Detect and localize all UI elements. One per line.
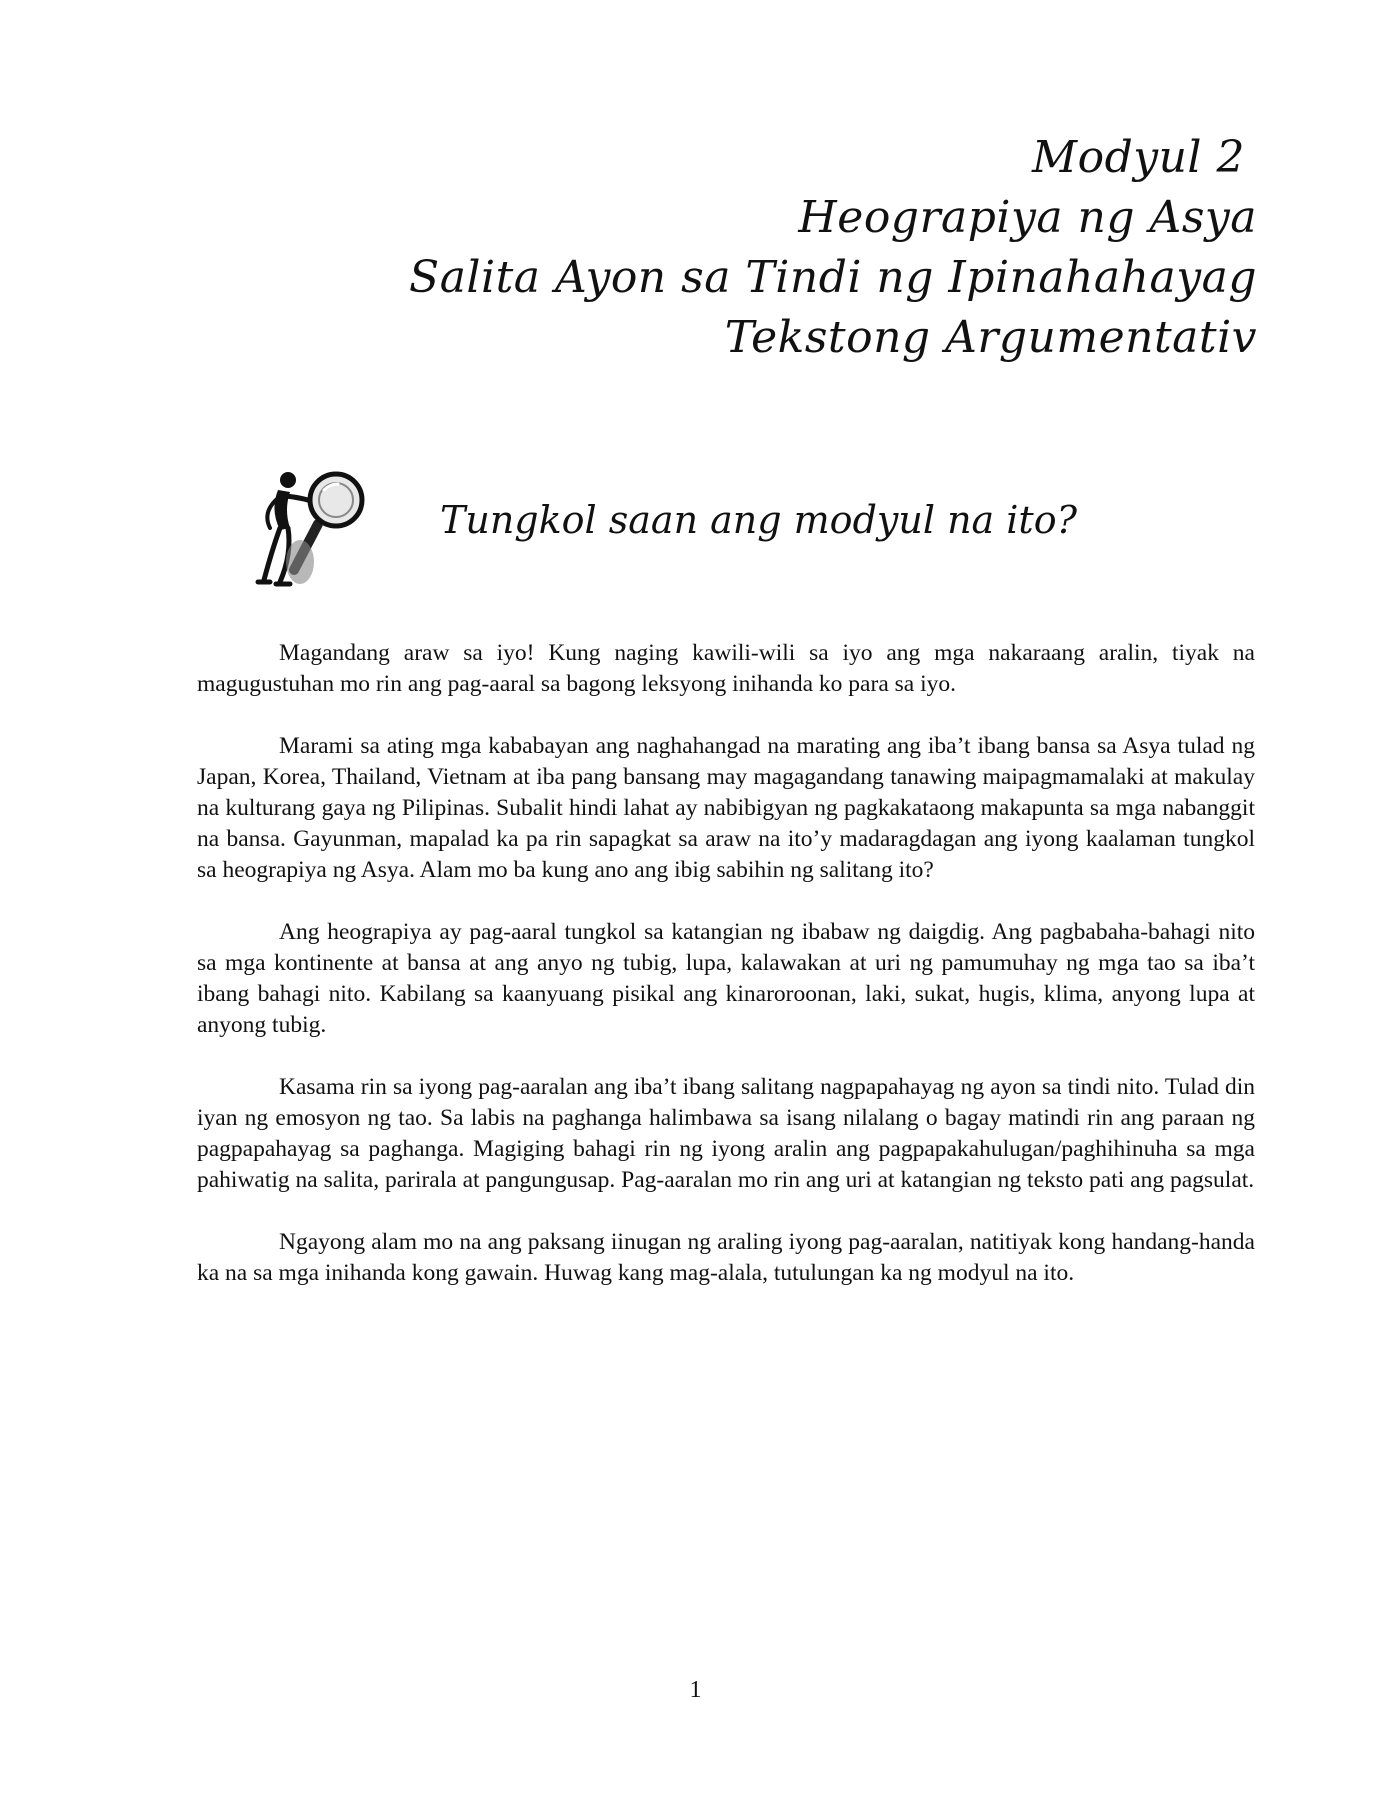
module-title-line: Modyul 2 [1032, 132, 1245, 183]
paragraph: Marami sa ating mga kababayan ang naghahangad na marating ang iba’t ibang bansa sa Asya tulad ng Japan, Korea, Thailand, Vietnam at iba pang bansang may magagandang tanawing maipagmamalaki at makulay na kulturang gaya ng Pilipinas. Subalit hindi lahat ay nabibigyan ng pagkakataong makapunta sa mga nabanggit na bansa. Gayunman, mapalad ka pa rin sapagkat sa araw na ito’y madaragdagan ang iyong kaalaman tungkol sa heograpiya ng Asya. Alam mo ba kung ano ang ibig sabihin ng salitang ito? [197, 733, 1255, 883]
module-subject-line: Heograpiya ng Asya [798, 192, 1257, 243]
magnifier-figure-icon [250, 470, 380, 590]
section-heading: Tungkol saan ang modyul na ito? [440, 498, 1077, 542]
page-number: 1 [689, 1677, 702, 1703]
paragraph: Magandang araw sa iyo! Kung naging kawili-wili sa iyo ang mga nakaraang aralin, tiyak na magugustuhan mo rin ang pag-aaral sa bagong leksyong inihanda ko para sa iyo. [197, 640, 1255, 697]
module-title-block [409, 128, 1257, 368]
paragraph: Kasama rin sa iyong pag-aaralan ang iba’t ibang salitang nagpapahayag ng ayon sa tindi nito. Tulad din iyan ng emosyon ng tao. Sa labis na paghanga halimbawa sa isang nilalang o bagay matindi rin ang paraan ng pagpapahayag sa paghanga. Magiging bahagi rin ng iyong aralin ang pagpapakahulugan/paghihinuha sa mga pahiwatig na salita, parirala at pangungusap. Pag-aaralan mo rin ang uri at katangian ng teksto pati ang pagsulat. [197, 1074, 1255, 1193]
section-header [250, 470, 1260, 590]
module-text-type-line: Tekstong Argumentativ [724, 312, 1257, 363]
module-topic-line: Salita Ayon sa Tindi ng Ipinahahayag [409, 252, 1257, 303]
body-text [197, 638, 1255, 1320]
paragraph: Ang heograpiya ay pag-aaral tungkol sa katangian ng ibabaw ng daigdig. Ang pagbabaha-bahagi nito sa mga kontinente at bansa at ang anyo ng tubig, lupa, kalawakan at uri ng pamumuhay ng mga tao sa iba’t ibang bahagi nito. Kabilang sa kaanyuang pisikal ang kinaroroonan, laki, sukat, hugis, klima, anyong lupa at anyong tubig. [197, 919, 1255, 1038]
paragraph: Ngayong alam mo na ang paksang iinugan ng araling iyong pag-aaralan, natitiyak kong handang-handa ka na sa mga inihanda kong gawain. Huwag kang mag-alala, tutulungan ka ng modyul na ito. [197, 1229, 1255, 1286]
